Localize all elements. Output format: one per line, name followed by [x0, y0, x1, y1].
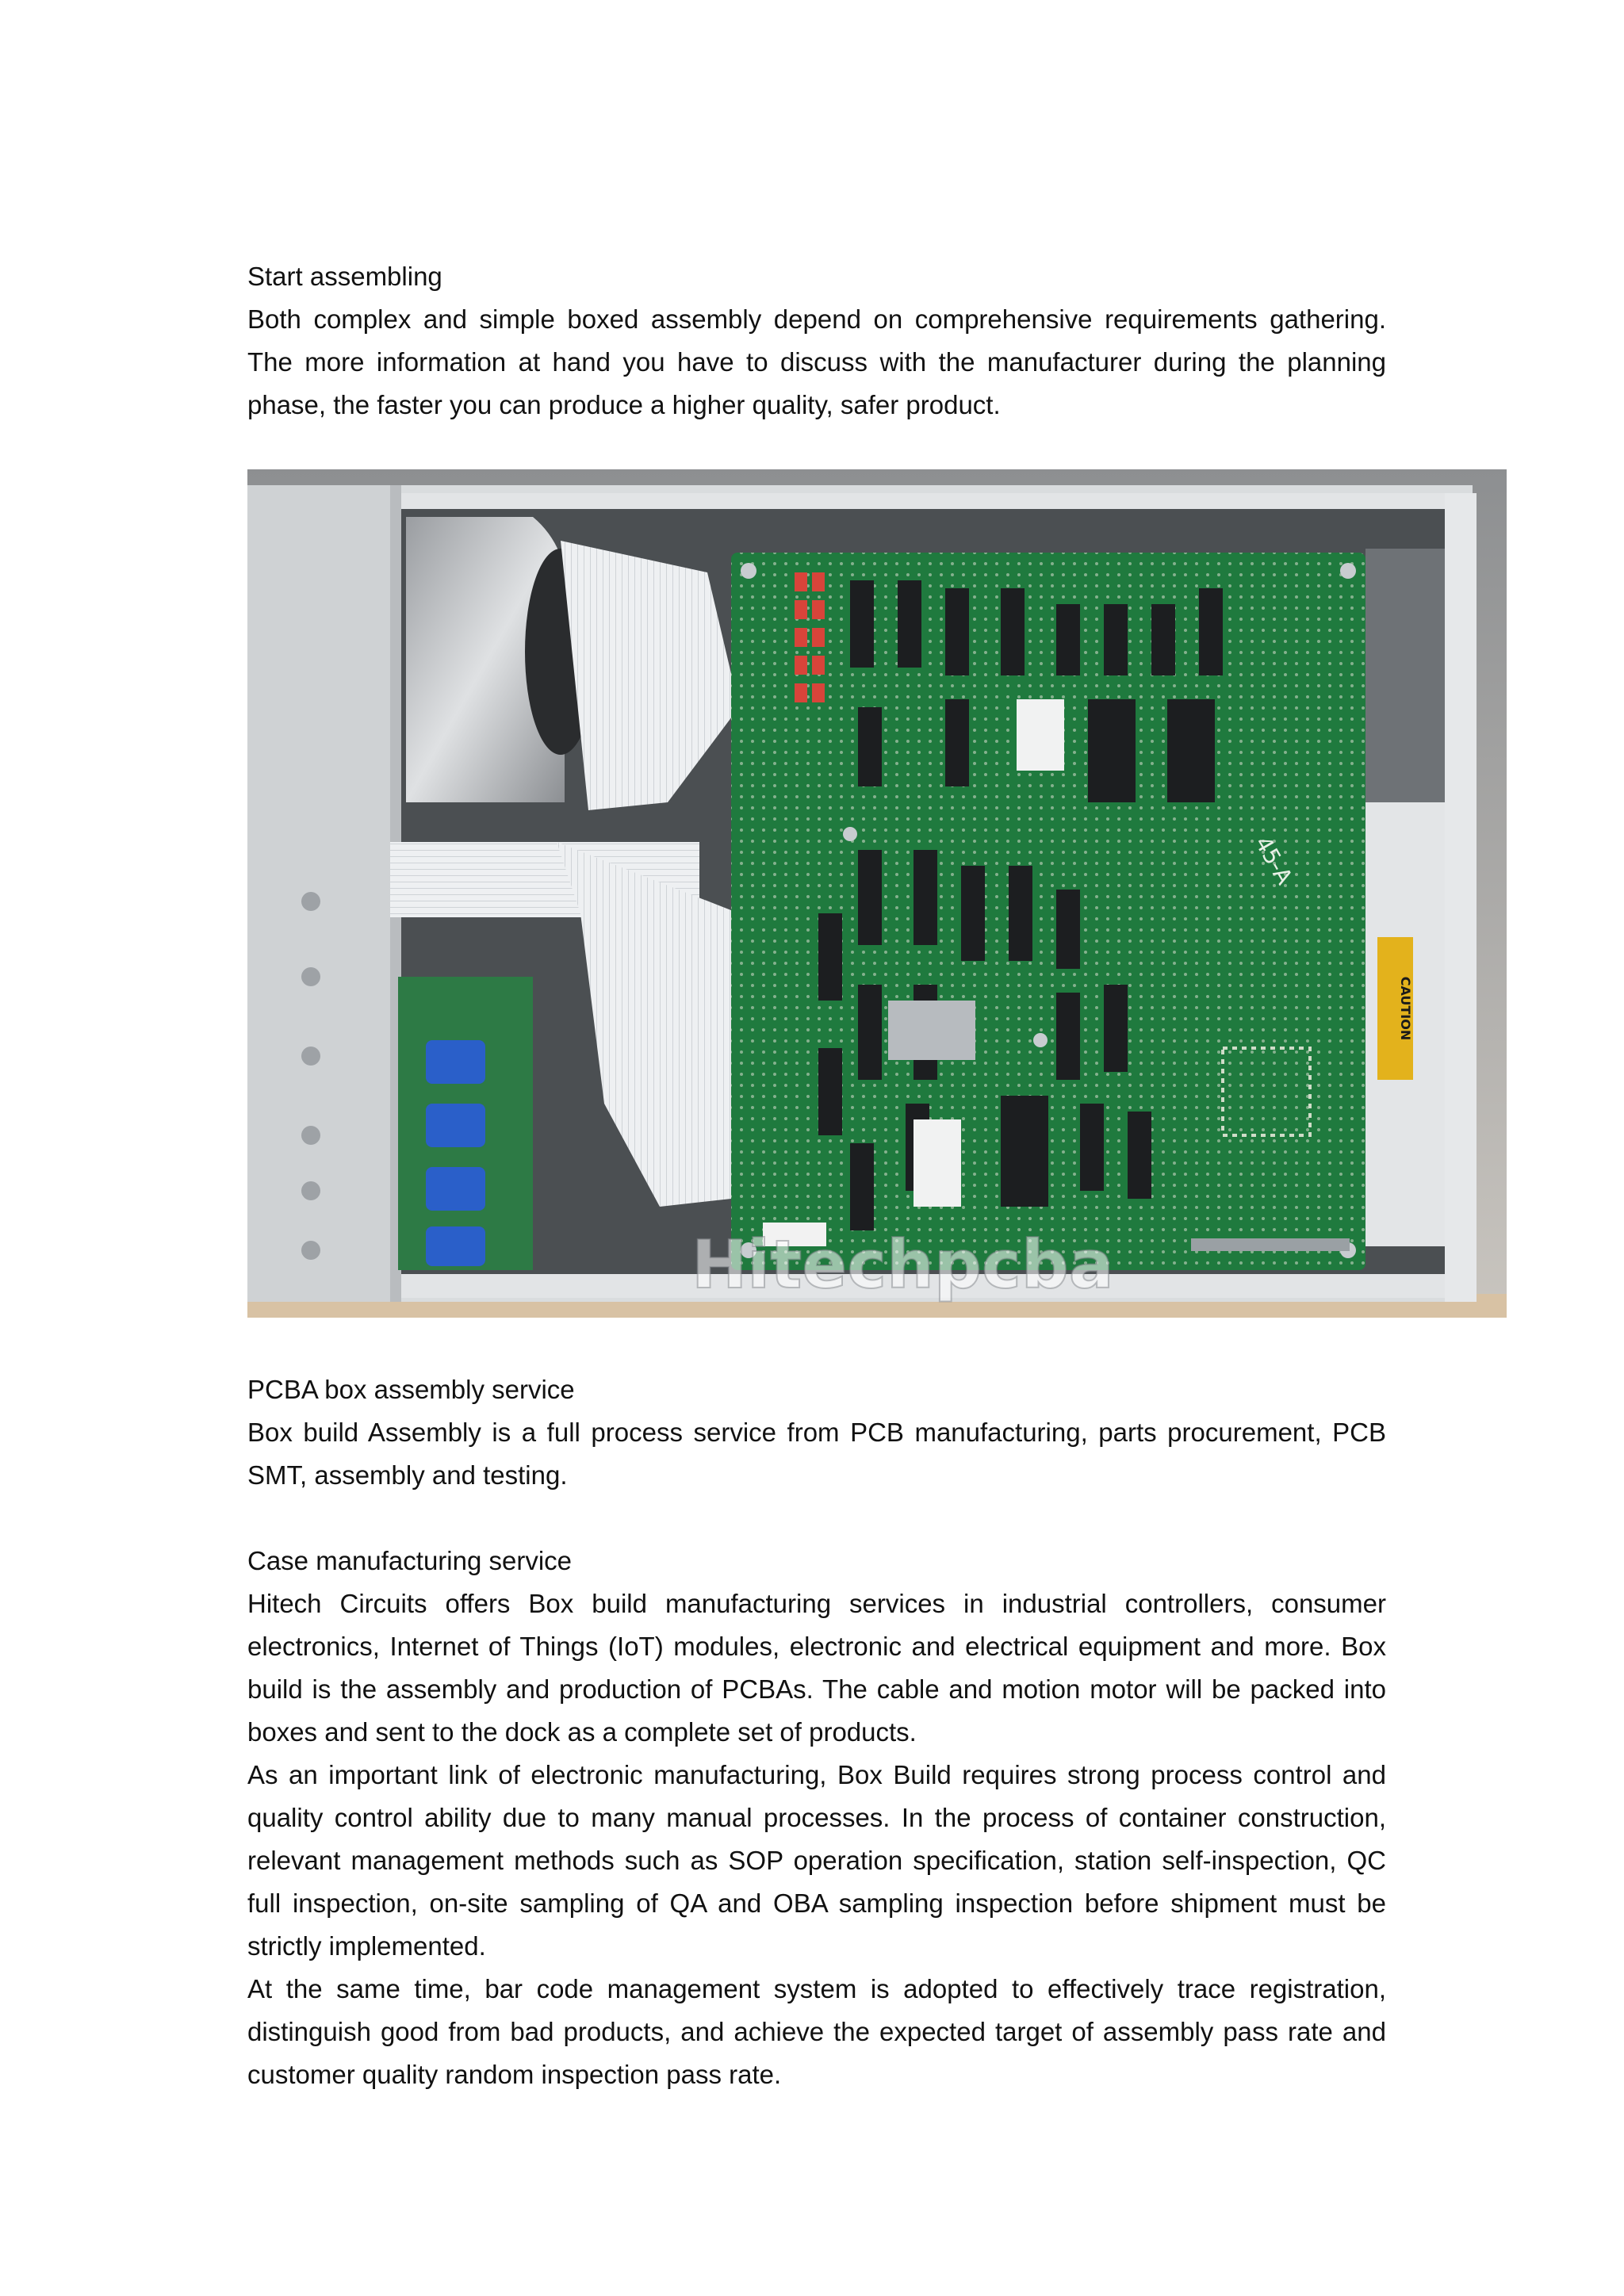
chassis-top-rail	[401, 493, 1445, 509]
metal-can-component	[888, 1001, 975, 1060]
label-sticker	[1017, 699, 1064, 771]
pin-header	[1191, 1238, 1350, 1251]
section-paragraph: Box build Assembly is a full process service from PCB manufacturing, parts procurement, PCB SMT, assembly and testing.	[247, 1418, 1386, 1490]
section-case-manufacturing	[247, 1540, 1386, 2096]
rear-panel	[1445, 493, 1477, 1302]
cable-harness	[1365, 549, 1445, 802]
pcba-illustration	[247, 469, 1507, 1318]
watermark-text: Hitechpcba	[691, 1226, 1114, 1303]
section-heading: Case manufacturing service	[247, 1546, 573, 1575]
section-paragraph: At the same time, bar code management system is adopted to effectively trace registration, distinguish good from bad products, and achieve the expected target of assembly pass rate and customer quality random inspection pass rate.	[247, 1974, 1386, 2089]
pcba-box-photo	[247, 469, 1507, 1318]
board-label: 45-A	[1249, 832, 1298, 890]
section-paragraph: Both complex and simple boxed assembly depend on comprehensive requirements gathering. The more information at hand you have to discuss with the manufacturer during the planning phase, the faster you can produce a higher quality, safer product.	[247, 304, 1386, 419]
label-sticker	[914, 1119, 961, 1207]
section-paragraph: Hitech Circuits offers Box build manufacturing services in industrial controllers, consumer electronics, Internet of Things (IoT) modules, electronic and electrical equipment and more. Box build is the assembly and production of PCBAs. The cable and motion motor will be packed into boxes and sent to the dock as a complete set of products.	[247, 1589, 1386, 1747]
section-paragraph: As an important link of electronic manufacturing, Box Build requires strong process control and quality control ability due to many manual processes. In the process of container construction, relevant management methods such as SOP operation specification, station self-inspection, QC full inspection, on-site sampling of QA and OBA sampling inspection before shipment must be strictly implemented.	[247, 1760, 1386, 1961]
section-heading: Start assembling	[247, 262, 442, 291]
section-pcba-box-assembly	[247, 1368, 1386, 1497]
section-start-assembling	[247, 255, 1386, 427]
caution-label-text: CAUTION	[1398, 976, 1413, 1041]
section-heading: PCBA box assembly service	[247, 1375, 575, 1404]
front-panel	[247, 485, 390, 1302]
